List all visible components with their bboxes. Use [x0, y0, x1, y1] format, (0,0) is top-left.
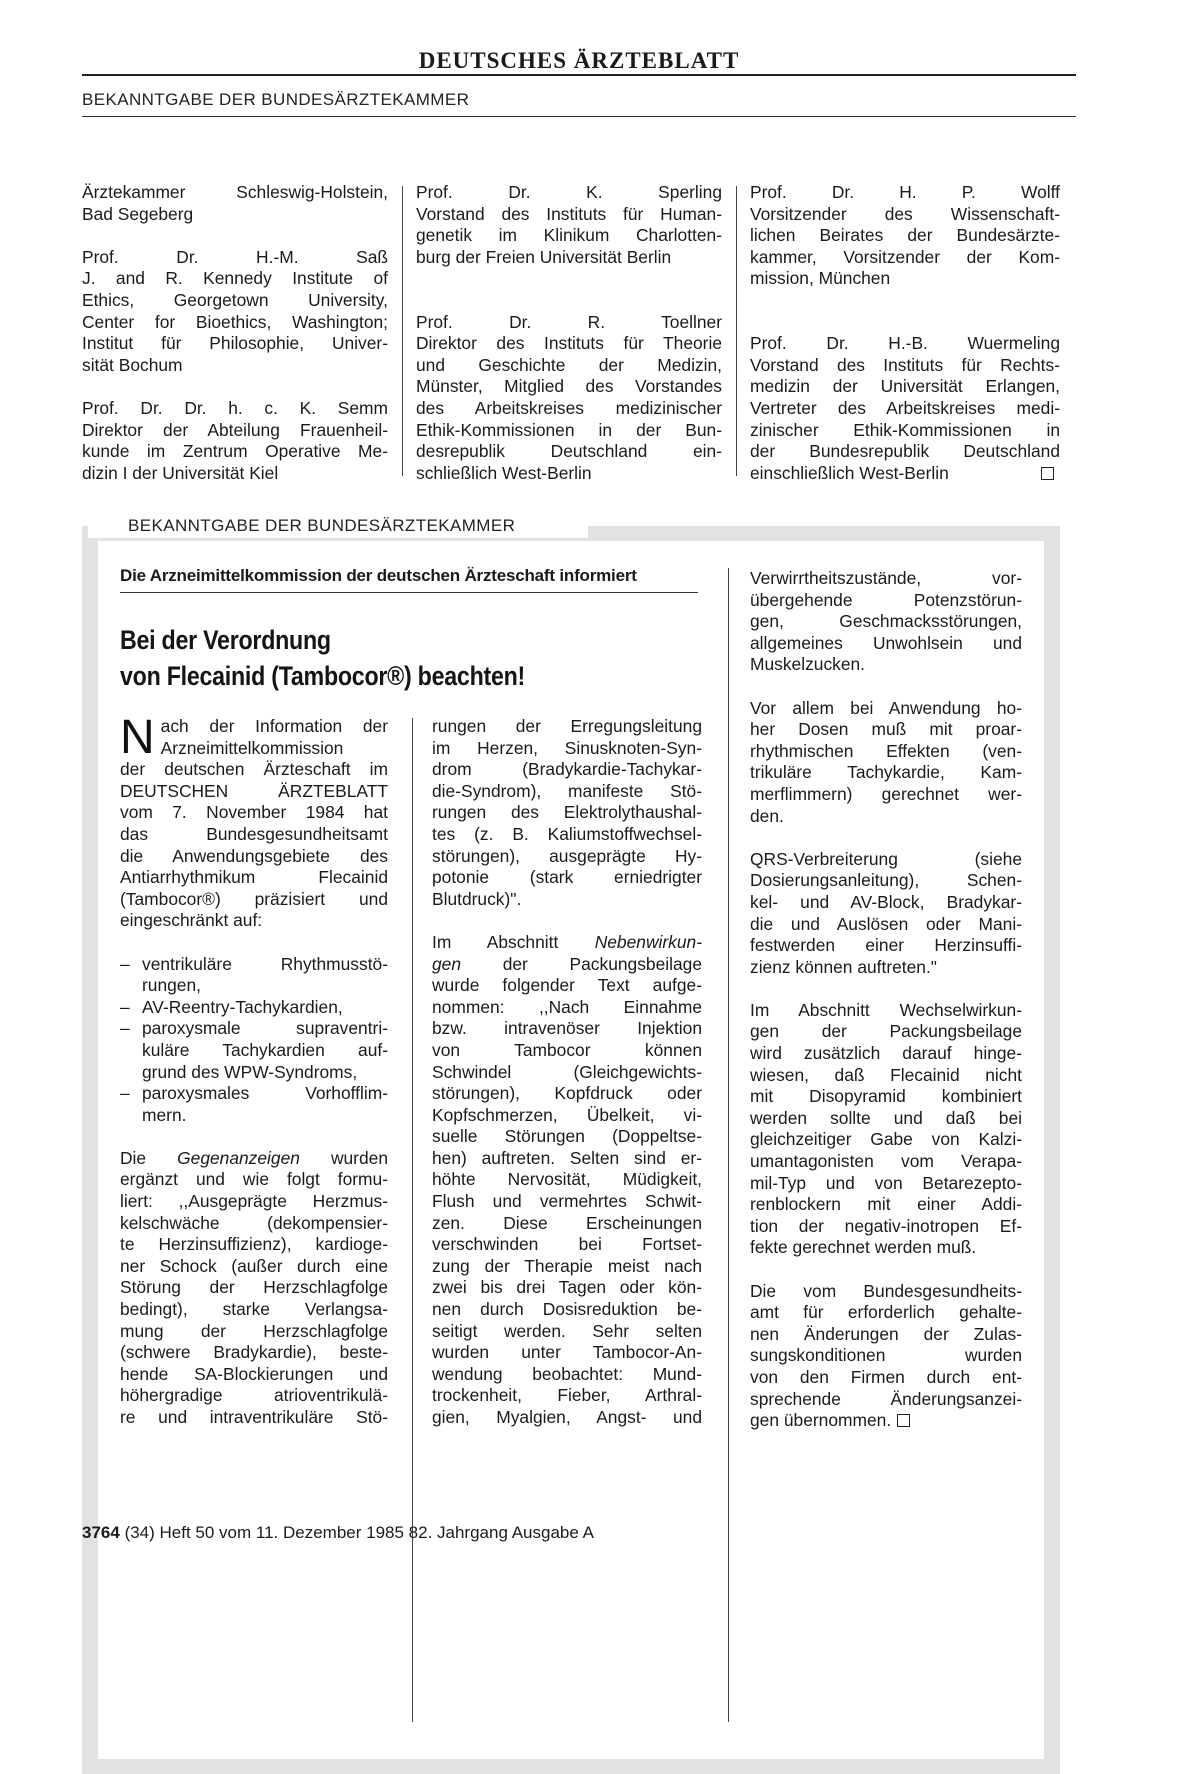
text-line: kuläre Tachykardien auf-	[142, 1039, 388, 1060]
text-line: mil-Typ und von Betarezepto-	[750, 1172, 1022, 1193]
person-entry	[82, 182, 388, 225]
text-line: AV-Reentry-Tachykardien,	[142, 996, 343, 1017]
text-line: zung der Therapie meist nach	[432, 1255, 702, 1276]
text-line: liert: ,,Ausgeprägte Herzmus-	[120, 1191, 388, 1212]
text-line: Ethics, Georgetown University,	[82, 289, 388, 310]
text-line: Direktor des Instituts für Theorie	[416, 333, 722, 354]
text-line: Arzneimittelkommission	[160, 737, 344, 758]
text-line: Im Abschnitt Wechselwirkun-	[750, 999, 1022, 1020]
indication-list	[120, 954, 388, 1127]
list-item	[120, 997, 388, 1019]
text-line: her Dosen muß mit proar-	[750, 719, 1022, 740]
text-line: zwei bis drei Tagen oder kön-	[432, 1277, 702, 1298]
masthead-rule	[82, 74, 1076, 76]
text-line: einschließlich West-Berlin	[750, 463, 1060, 485]
box-section-label: BEKANNTGABE DER BUNDESÄRZTEKAMMER	[128, 516, 516, 535]
text-line: mern.	[142, 1104, 187, 1125]
side-effects-paragraph	[432, 932, 702, 1429]
text-line: sität Bochum	[82, 354, 183, 375]
text-line: Muskelzucken.	[750, 654, 866, 675]
article-divider-2	[728, 568, 729, 1722]
text-line: eingeschränkt auf:	[120, 910, 263, 931]
text-line: das Bundesgesundheitsamt	[120, 823, 388, 844]
text-line: rhythmischen Effekten (ven-	[750, 740, 1022, 761]
text-line: Kopfschmerzen, Übelkeit, vi-	[432, 1104, 702, 1125]
text-line: genetik im Klinikum Charlotten-	[416, 225, 722, 246]
text-line: Prof. Dr. H.-B. Wuermeling	[750, 333, 1060, 354]
text-line: verschwinden bei Fortset-	[432, 1234, 702, 1255]
text-line: mit Disopyramid kombiniert	[750, 1086, 1022, 1107]
text-line: Vorsitzender des Wissenschaft-	[750, 203, 1060, 224]
intro-paragraph	[120, 711, 388, 932]
text-line: sprechende Änderungsanzei-	[750, 1388, 1022, 1409]
text-line: allgemeines Unwohlsein und	[750, 632, 1022, 653]
list-item	[120, 954, 388, 997]
top-column-2	[416, 182, 722, 506]
article-divider-1	[412, 718, 413, 1722]
text-line: kelschwäche (dekompensier-	[120, 1212, 388, 1233]
text-line: wurden unter Tambocor-An-	[432, 1342, 702, 1363]
text-line: trockenheit, Fieber, Arthral-	[432, 1385, 702, 1406]
list-item	[120, 1018, 388, 1083]
text-line: Bad Segeberg	[82, 203, 194, 224]
text-line: (schwere Bradykardie), beste-	[120, 1342, 388, 1363]
text-line: (Tambocor®) präzisiert und	[120, 888, 388, 909]
text-line: gen, Geschmacksstörungen,	[750, 611, 1022, 632]
text-line: lichen Beirates der Bundesärzte-	[750, 225, 1060, 246]
text-line: Vorstand des Instituts für Rechts-	[750, 354, 1060, 375]
person-entry	[416, 290, 722, 484]
list-dash: –	[120, 1018, 130, 1039]
text-line: wendung beobachtet: Mund-	[432, 1363, 702, 1384]
text-line: Institut für Philosophie, Univer-	[82, 333, 388, 354]
text-line: wird zusätzlich darauf hinge-	[750, 1043, 1022, 1064]
text-line: rungen der Erregungsleitung	[432, 716, 702, 736]
text-line: gleichzeitiger Gabe von Kalzi-	[750, 1129, 1022, 1150]
text-line: amt für erforderlich gehalte-	[750, 1302, 1022, 1323]
text-line: und Geschichte der Medizin,	[416, 354, 722, 375]
text-line	[750, 312, 1060, 334]
side-effects-continued	[750, 568, 1022, 676]
text-line: Prof. Dr. H.-M. Saß	[82, 246, 388, 267]
text-line: umantagonisten vom Verapa-	[750, 1151, 1022, 1172]
text-line: die-Syndrom), manifeste Stö-	[432, 780, 702, 801]
text-line: gen der Packungsbeilage	[750, 1021, 1022, 1042]
text-line: renblockern mit einer Addi-	[750, 1194, 1022, 1215]
article-column-1	[120, 711, 388, 1450]
text-line: Schwindel (Gleichgewichts-	[432, 1061, 702, 1082]
person-entry	[416, 182, 722, 268]
column-divider-1	[402, 186, 403, 476]
text-line	[416, 290, 722, 312]
article-column-3	[750, 568, 1022, 1453]
kicker-rule	[120, 592, 698, 593]
text-line: der Bundesrepublik Deutschland	[750, 441, 1060, 462]
person-entry	[82, 247, 388, 377]
text-line: potonie (stark erniedrigter	[432, 867, 702, 888]
text-line: trikuläre Tachykardie, Kam-	[750, 762, 1022, 783]
text-line: zinischer Ethik-Kommissionen in	[750, 419, 1060, 440]
text-line: Ärztekammer Schleswig-Holstein,	[82, 182, 388, 202]
text-line: gen übernommen.	[750, 1410, 1022, 1432]
text-line: hende SA-Blockierungen und	[120, 1363, 388, 1384]
text-line: Die vom Bundesgesundheits-	[750, 1280, 1022, 1301]
high-dose-paragraph	[750, 698, 1022, 828]
contraindications-paragraph	[120, 1148, 388, 1429]
list-dash: –	[120, 1083, 130, 1104]
text-line: zen. Diese Erscheinungen	[432, 1212, 702, 1233]
text-line: sungskonditionen wurden	[750, 1345, 1022, 1366]
closing-paragraph	[750, 1281, 1022, 1432]
text-line: von den Firmen durch ent-	[750, 1366, 1022, 1387]
qrs-paragraph	[750, 849, 1022, 979]
text-line: kel- und AV-Block, Bradykar-	[750, 891, 1022, 912]
text-line: Prof. Dr. H. P. Wolff	[750, 182, 1060, 202]
top-column-1	[82, 182, 388, 506]
text-line: seitigt werden. Sehr selten	[432, 1320, 702, 1341]
text-line: Im Abschnitt Nebenwirkun-	[432, 931, 702, 952]
text-line: re und intraventrikuläre Stö-	[120, 1407, 388, 1427]
page-number: 3764	[82, 1523, 120, 1542]
text-line: schließlich West-Berlin	[416, 462, 592, 483]
text-line: des Arbeitskreises medizinischer	[416, 397, 722, 418]
text-line: Center for Bioethics, Washington;	[82, 311, 388, 332]
text-line: werden sollte und daß bei	[750, 1107, 1022, 1128]
text-line: die und Auslösen oder Mani-	[750, 913, 1022, 934]
column-divider-2	[736, 186, 737, 476]
headline-line-1: Bei der Verordnung	[120, 625, 331, 655]
text-line: J. and R. Kennedy Institute of	[82, 268, 388, 289]
drop-cap: N	[120, 711, 155, 764]
section-rule-top	[82, 116, 1076, 117]
text-line: ergänzt und wie folgt formu-	[120, 1169, 388, 1190]
article-kicker: Die Arzneimittelkommission der deutschen Ärzteschaft informiert	[120, 566, 637, 585]
text-line: Vertreter des Arbeitskreises medi-	[750, 397, 1060, 418]
person-entry	[750, 312, 1060, 485]
text-line: nommen: ,,Nach Einnahme	[432, 996, 702, 1017]
text-line: gen der Packungsbeilage	[432, 953, 702, 974]
text-line: dizin I der Universität Kiel	[82, 462, 279, 483]
text-line: medizin der Universität Erlangen,	[750, 376, 1060, 397]
text-line: merflimmern) gerechnet wer-	[750, 783, 1022, 804]
text-line: ventrikuläre Rhythmusstö-	[142, 953, 388, 974]
text-line: Störung der Herzschlagfolge	[120, 1277, 388, 1298]
text-line: bzw. intravenöser Injektion	[432, 1018, 702, 1039]
text-line: Flush und vermehrtes Schwit-	[432, 1191, 702, 1212]
text-line: die Anwendungsgebiete des	[120, 845, 388, 866]
text-line: höhergradige atrioventrikulä-	[120, 1385, 388, 1406]
text-line: Prof. Dr. R. Toellner	[416, 311, 722, 332]
text-line: te Herzinsuffizienz), kardioge-	[120, 1234, 388, 1255]
text-line: QRS-Verbreiterung (siehe	[750, 848, 1022, 869]
text-line: Blutdruck)".	[432, 888, 522, 909]
text-line: wiesen, daß Flecainid nicht	[750, 1064, 1022, 1085]
text-line: wurde folgender Text aufge-	[432, 975, 702, 996]
masthead: DEUTSCHES ÄRZTEBLATT	[418, 48, 740, 73]
text-line: suelle Störungen (Doppeltse-	[432, 1126, 702, 1147]
contraindications-continued	[432, 716, 702, 910]
issue-info: (34) Heft 50 vom 11. Dezember 1985 82. Jahrgang Ausgabe A	[124, 1523, 594, 1542]
text-line: paroxysmales Vorhofflim-	[142, 1083, 388, 1104]
text-line: desrepublik Deutschland ein-	[416, 441, 722, 462]
text-line: Die Gegenanzeigen wurden	[120, 1147, 388, 1168]
text-line: ner Schock (außer durch eine	[120, 1255, 388, 1276]
text-line: nen durch Dosisreduktion be-	[432, 1299, 702, 1320]
text-line: mission, München	[750, 268, 891, 289]
text-line: drom (Bradykardie-Tachykar-	[432, 759, 702, 780]
text-line: von Tambocor können	[432, 1039, 702, 1060]
text-line: tion der negativ-inotropen Ef-	[750, 1215, 1022, 1236]
text-line: kammer, Vorsitzender der Kom-	[750, 246, 1060, 267]
text-line: ach der Information der	[160, 716, 388, 736]
text-line: übergehende Potenzstörun-	[750, 589, 1022, 610]
top-column-3	[750, 182, 1060, 506]
page-footer	[82, 1523, 594, 1543]
text-line: Ethik-Kommissionen in der Bun-	[416, 419, 722, 440]
text-line: Dosierungsanleitung), Schen-	[750, 870, 1022, 891]
text-line: höhte Nervosität, Müdigkeit,	[432, 1169, 702, 1190]
text-line: gien, Myalgien, Angst- und	[432, 1407, 702, 1427]
text-line: fekte gerechnet werden muß.	[750, 1237, 977, 1258]
text-line: im Herzen, Sinusknoten-Syn-	[432, 737, 702, 758]
text-line: Verwirrtheitszustände, vor-	[750, 568, 1022, 588]
text-line: festwerden einer Herzinsuffi-	[750, 935, 1022, 956]
text-line: den.	[750, 805, 784, 826]
text-line: hen) auftreten. Selten sind er-	[432, 1147, 702, 1168]
list-dash: –	[120, 953, 130, 974]
text-line: Antiarrhythmikum Flecainid	[120, 867, 388, 888]
text-line: Prof. Dr. K. Sperling	[416, 182, 722, 202]
text-line: rungen,	[142, 975, 201, 996]
text-line: Direktor der Abteilung Frauenheil-	[82, 419, 388, 440]
text-line: der deutschen Ärzteschaft im	[120, 759, 388, 780]
article-column-2	[432, 716, 702, 1450]
text-line: störungen), ausgeprägte Hy-	[432, 845, 702, 866]
text-line: vom 7. November 1984 hat	[120, 802, 388, 823]
section-label-top: BEKANNTGABE DER BUNDESÄRZTEKAMMER	[82, 90, 470, 109]
text-line: tes (z. B. Kaliumstoffwechsel-	[432, 823, 702, 844]
text-line: DEUTSCHEN ÄRZTEBLATT	[120, 780, 388, 801]
text-line: zienz können auftreten."	[750, 956, 937, 977]
list-item	[120, 1083, 388, 1126]
text-line: mung der Herzschlagfolge	[120, 1320, 388, 1341]
text-line: bedingt), starke Verlangsa-	[120, 1299, 388, 1320]
text-line: rungen des Elektrolythaushal-	[432, 802, 702, 823]
text-line: Münster, Mitglied des Vorstandes	[416, 376, 722, 397]
text-line: kunde im Zentrum Operative Me-	[82, 441, 388, 462]
text-line: nen Änderungen der Zulas-	[750, 1323, 1022, 1344]
text-line: grund des WPW-Syndroms,	[142, 1061, 358, 1082]
text-line: paroxysmale supraventri-	[142, 1018, 388, 1039]
text-line: Vor allem bei Anwendung ho-	[750, 697, 1022, 718]
list-dash: –	[120, 996, 130, 1017]
text-line: Prof. Dr. Dr. h. c. K. Semm	[82, 397, 388, 418]
headline-line-2: von Flecainid (Tambocor®) beachten!	[120, 661, 526, 691]
person-entry	[750, 182, 1060, 290]
text-line: störungen), Kopfdruck oder	[432, 1083, 702, 1104]
interactions-paragraph	[750, 1000, 1022, 1259]
text-line: Vorstand des Instituts für Human-	[416, 203, 722, 224]
end-of-article-mark	[897, 1414, 910, 1427]
end-of-section-mark	[1041, 467, 1054, 480]
text-line: burg der Freien Universität Berlin	[416, 246, 672, 267]
person-entry	[82, 398, 388, 484]
